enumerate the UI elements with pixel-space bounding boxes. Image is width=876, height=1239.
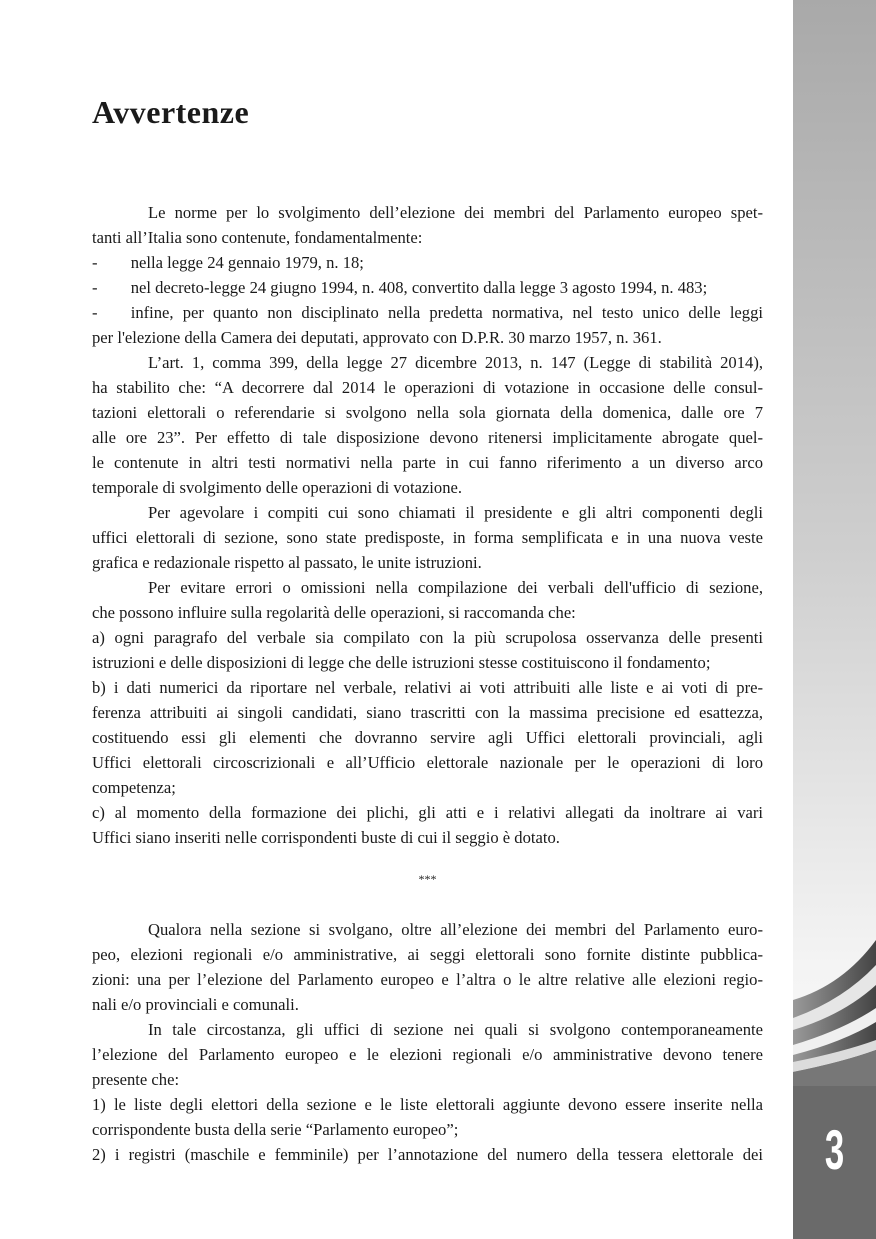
text-line: a) ogni paragrafo del verbale sia compilato con la più scrupolosa osservanza delle presenti <box>92 628 763 647</box>
text-line: Qualora nella sezione si svolgano, oltre all’elezione dei membri del Parlamento euro- <box>148 920 763 939</box>
paragraph <box>92 625 763 675</box>
text-line: per l'elezione della Camera dei deputati, approvato con D.P.R. 30 marzo 1957, n. 361. <box>92 328 662 347</box>
paragraph <box>92 575 763 625</box>
decorative-side-band <box>793 0 876 1239</box>
text-line: alle ore 23”. Per effetto di tale disposizione devono ritenersi implicitamente abrogate quel- <box>92 428 763 447</box>
text-line: L’art. 1, comma 399, della legge 27 dicembre 2013, n. 147 (Legge di stabilità 2014), <box>148 353 763 372</box>
section-concurrent-elections <box>92 917 763 1167</box>
paragraph <box>92 350 763 500</box>
text-line: b) i dati numerici da riportare nel verbale, relativi ai voti attribuiti alle liste e ai voti di pre- <box>92 678 763 697</box>
paragraph <box>92 1017 763 1092</box>
text-line: l’elezione del Parlamento europeo e le elezioni regionali e/o amministrative devono tenere <box>92 1045 763 1064</box>
text-line: temporale di svolgimento delle operazioni di votazione. <box>92 478 463 497</box>
text-line: tazioni elettorali o referendarie si svolgono nella sola giornata della domenica, dalle ore 7 <box>92 403 763 422</box>
text-line: In tale circostanza, gli uffici di sezione nei quali si svolgono contemporaneamente <box>148 1020 763 1039</box>
text-line: ferenza attribuiti ai singoli candidati, siano trascritti con la massima precisione ed esattezza, <box>92 703 763 722</box>
paragraph <box>92 200 763 250</box>
paragraph <box>92 800 763 850</box>
text-line: nali e/o provinciali e comunali. <box>92 995 299 1014</box>
paragraph <box>92 917 763 1017</box>
text-line: - infine, per quanto non disciplinato nella predetta normativa, nel testo unico delle leggi <box>92 303 763 322</box>
page-title: Avvertenze <box>92 94 250 130</box>
text-line: che possono influire sulla regolarità delle operazioni, si raccomanda che: <box>92 603 576 622</box>
paragraph <box>92 275 763 300</box>
text-line: - nel decreto-legge 24 giugno 1994, n. 408, convertito dalla legge 3 agosto 1994, n. 483; <box>92 278 708 297</box>
text-line: - nella legge 24 gennaio 1979, n. 18; <box>92 253 364 272</box>
text-line: Uffici elettorali circoscrizionali e all’Ufficio elettorale nazionale per le operazioni di loro <box>92 753 763 772</box>
text-line: Per evitare errori o omissioni nella compilazione dei verbali dell'ufficio di sezione, <box>148 578 763 597</box>
page-number: 3 <box>824 1118 845 1181</box>
text-line: 2) i registri (maschile e femminile) per l’annotazione del numero della tessera elettorale dei <box>92 1145 763 1164</box>
paragraph <box>92 675 763 800</box>
text-line: zioni: una per l’elezione del Parlamento europeo e l’altra o le altre relative alle elezioni regio- <box>92 970 763 989</box>
text-line: peo, elezioni regionali e/o amministrative, ai seggi elettorali sono fornite distinte pubblica- <box>92 945 763 964</box>
paragraph <box>92 1142 763 1167</box>
text-line: 1) le liste degli elettori della sezione e le liste elettorali aggiunte devono essere inserite nella <box>92 1095 763 1114</box>
text-line: corrispondente busta della serie “Parlamento europeo”; <box>92 1120 459 1139</box>
text-line: c) al momento della formazione dei plichi, gli atti e i relativi allegati da inoltrare ai vari <box>92 803 763 822</box>
text-line: presente che: <box>92 1070 180 1089</box>
text-line: Per agevolare i compiti cui sono chiamati il presidente e gli altri componenti degli <box>148 503 763 522</box>
paragraph <box>92 500 763 575</box>
text-line: le contenute in altri testi normativi nella parte in cui fanno riferimento a un diverso arco <box>92 453 763 472</box>
text-line: competenza; <box>92 778 176 797</box>
text-line: tanti all’Italia sono contenute, fondamentalmente: <box>92 228 423 247</box>
text-line: istruzioni e delle disposizioni di legge che delle istruzioni stesse costituiscono il fondamento; <box>92 653 711 672</box>
text-line: Le norme per lo svolgimento dell’elezione dei membri del Parlamento europeo spet- <box>148 203 763 222</box>
paragraph <box>92 300 763 350</box>
text-line: costituendo essi gli elementi che dovranno servire agli Uffici elettorali provinciali, agli <box>92 728 763 747</box>
section-intro <box>92 200 763 850</box>
paragraph <box>92 1092 763 1142</box>
paragraph <box>92 250 763 275</box>
section-separator: *** <box>418 872 437 886</box>
text-line: uffici elettorali di sezione, sono state predisposte, in forma semplificata e in una nuova veste <box>92 528 763 547</box>
text-line: ha stabilito che: “A decorrere dal 2014 le operazioni di votazione in occasione delle consul- <box>92 378 763 397</box>
text-line: Uffici siano inseriti nelle corrispondenti buste di cui il seggio è dotato. <box>92 828 560 847</box>
text-line: grafica e redazionale rispetto al passato, le unite istruzioni. <box>92 553 482 572</box>
